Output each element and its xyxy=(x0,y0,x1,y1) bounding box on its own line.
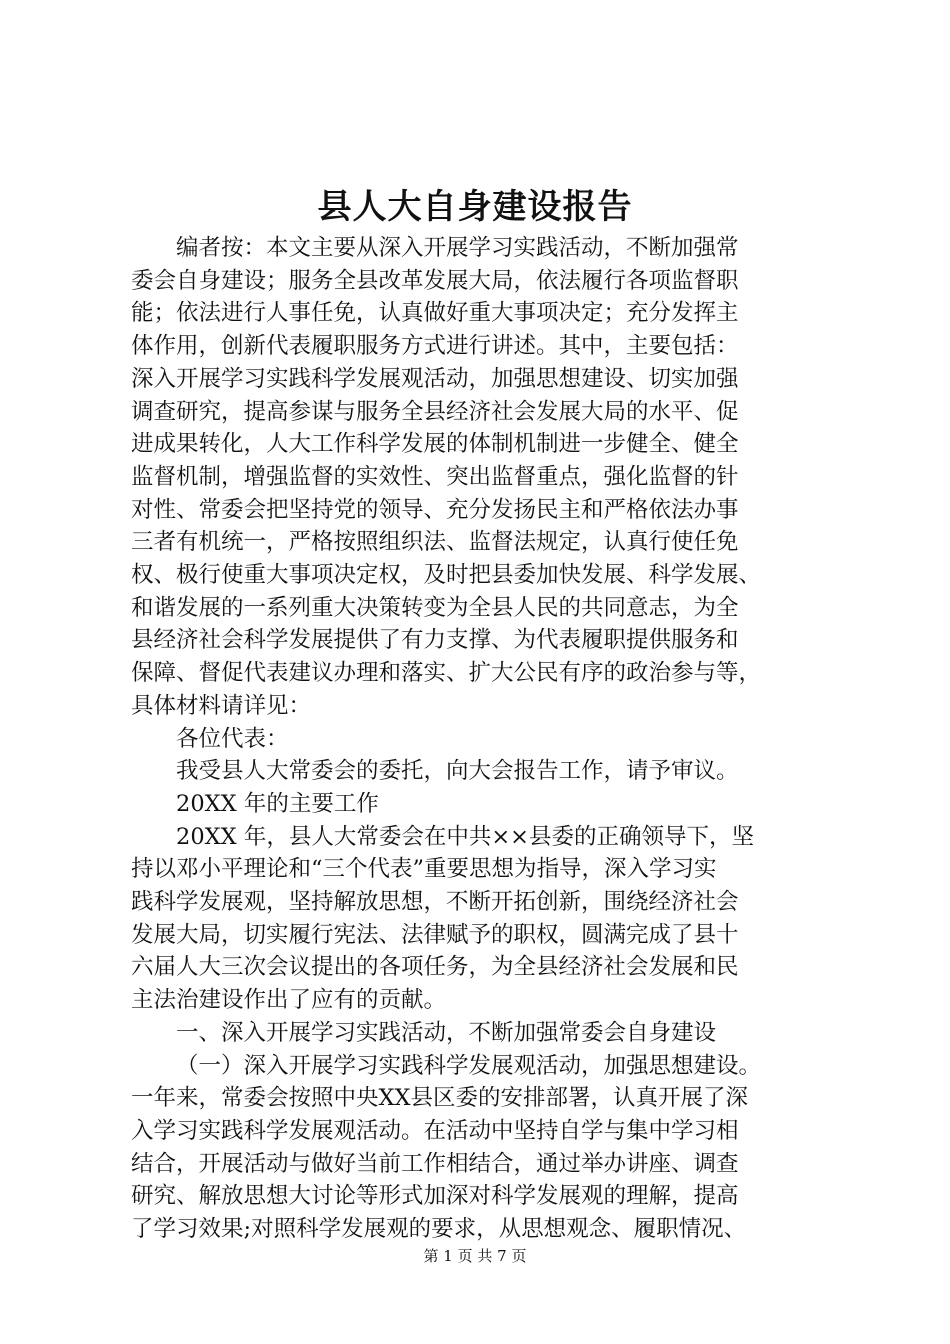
summary-paragraph: 20XX 年，县人大常委会在中共××县委的正确领导下，坚 持以邓小平理论和“三个代表”重要思想为指导，深入学习实 践科学发展观，坚持解放思想，不断开拓创新，围绕经济社会 发展大局，切实履行宪法、法律赋予的职权，圆满完成了县十 六届人大三次会议提出的各项任务，为全县经济社会发展和民 主法治建设作出了应有的贡献。 xyxy=(131,823,755,1014)
subsection-heading: 一、深入开展学习实践活动，不断加强常委会自身建设 xyxy=(176,1019,717,1046)
salutation-paragraph: 各位代表： xyxy=(176,725,289,752)
opening-paragraph: 我受县人大常委会的委托，向大会报告工作，请予审议。 xyxy=(176,758,739,785)
detail-paragraph: （一）深入开展学习实践科学发展观活动，加强思想建设。 一年来，常委会按照中央XX县区委的安排部署，认真开展了深 入学习实践科学发展观活动。在活动中坚持自学与集中学习相 结合，开展活动与做好当前工作相结合，通过举办讲座、调查 研究、解放思想大讨论等形式加深对科学发展观的理解，提高 了学习效果;对照科学发展观的要求，从思想观念、履职情况、 xyxy=(131,1052,762,1243)
document-body xyxy=(131,232,848,1246)
editor-note-paragraph: 编者按：本文主要从深入开展学习实践活动，不断加强常 委会自身建设；服务全县改革发展大局，依法履行各项监督职 能；依法进行人事任免，认真做好重大事项决定；充分发挥主 体作用，创新代表履职服务方式进行讲述。其中，主要包括： 深入开展学习实践科学发展观活动，加强思想建设、切实加强 调查研究，提高参谋与服务全县经济社会发展大局的水平、促 进成果转化，人大工作科学发展的体制机制进一步健全、健全 监督机制，增强监督的实效性、突出监督重点，强化监督的针 对性、常委会把坚持党的领导、充分发扬民主和严格依法办事 三者有机统一，严格按照组织法、监督法规定，认真行使任免 权、极行使重大事项决定权，及时把县委加快发展、科学发展、 和谐发展的一系列重大决策转变为全县人民的共同意志，为全 县经济社会科学发展提供了有力支撑、为代表履职提供服务和 保障、督促代表建议办理和落实、扩大公民有序的政治参与等， 具体材料请详见： xyxy=(131,235,762,719)
section-heading: 20XX 年的主要工作 xyxy=(176,790,379,817)
document-title: 县人大自身建设报告 xyxy=(317,187,633,227)
page-number-footer: 第 1 页 共 7 页 xyxy=(423,1247,527,1265)
